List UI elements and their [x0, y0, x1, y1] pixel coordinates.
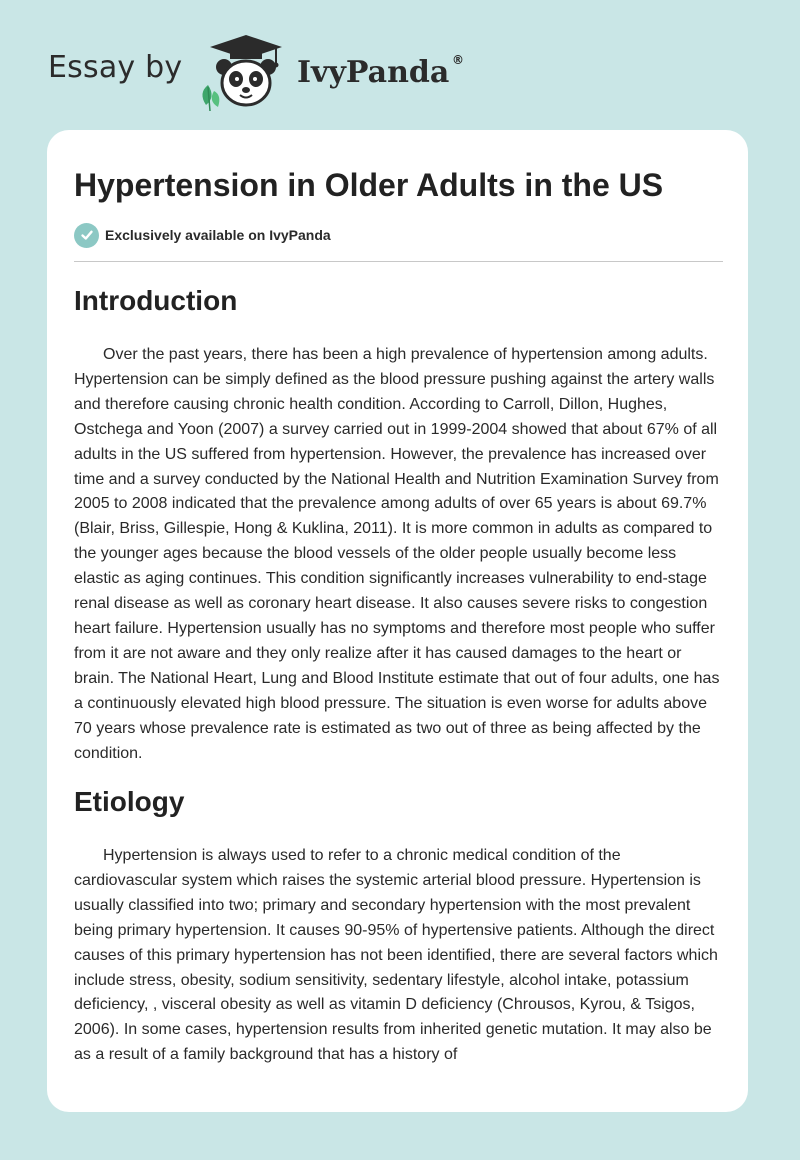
section-heading-introduction: Introduction — [74, 285, 238, 316]
page-title: Hypertension in Older Adults in the US — [74, 167, 664, 203]
exclusive-badge-label: Exclusively available on IvyPanda — [105, 227, 331, 243]
panda-logo-icon[interactable] — [196, 35, 292, 113]
brand-name[interactable]: IvyPanda — [297, 55, 450, 90]
essay-card — [47, 130, 748, 1112]
site-header — [0, 0, 800, 130]
registered-mark: ® — [452, 53, 464, 67]
exclusive-badge — [74, 222, 331, 248]
section-paragraph-introduction: Over the past years, there has been a high prevalence of hypertension among adults. Hypertension can be simply defined as the blood pressure pushing against the artery walls and therefore causing chronic health condition. According to Carroll, Dillon, Hughes, Ostchega and Yoon (2007) a survey carried out in 1999-2004 showed that about 67% of all adults in the US suffered from hypertension. However, the prevalence has increased over time and a survey conducted by the National Health and Nutrition Examination Survey from 2005 to 2008 indicated that the prevalence among adults of over 65 years is about 69.7% (Blair, Briss, Gillespie, Hong & Kuklina, 2011). It is more common in adults as compared to the younger ages because the blood vessels of the older people usually become less elastic as aging continues. This condition significantly increases vulnerability to end-stage renal disease as well as coronary heart disease. It also causes severe risks to congestion heart failure. Hypertension usually has no symptoms and therefore most people who suffer from it are not aware and they only realize after it has caused damages to the heart or brain. The National Heart, Lung and Blood Institute estimate that out of four adults, one has a continuously elevated high blood pressure. The situation is even worse for adults above 70 years whose prevalence rate is estimated as two out of three as being affected by the condition. — [74, 346, 720, 762]
essay-by-label: Essay by — [48, 50, 183, 85]
title-divider — [74, 261, 723, 262]
section-paragraph-etiology: Hypertension is always used to refer to a chronic medical condition of the cardiovascular system which raises the systemic arterial blood pressure. Hypertension is usually classified into two; primary and secondary hypertension with the most prevalent being primary hypertension. It causes 90-95% of hypertensive patients. Although the direct causes of this primary hypertension has not been identified, there are several factors which include stress, obesity, sodium sensitivity, sedentary lifestyle, alcohol intake, potassium deficiency, , visceral obesity as well as vitamin D deficiency (Chrousos, Kyrou, & Tsigos, 2006). In some cases, hypertension results from inherited genetic mutation. It may also be as a result of a family background that has a history of — [74, 847, 718, 1064]
section-heading-etiology: Etiology — [74, 786, 185, 817]
check-circle-icon — [74, 223, 99, 248]
